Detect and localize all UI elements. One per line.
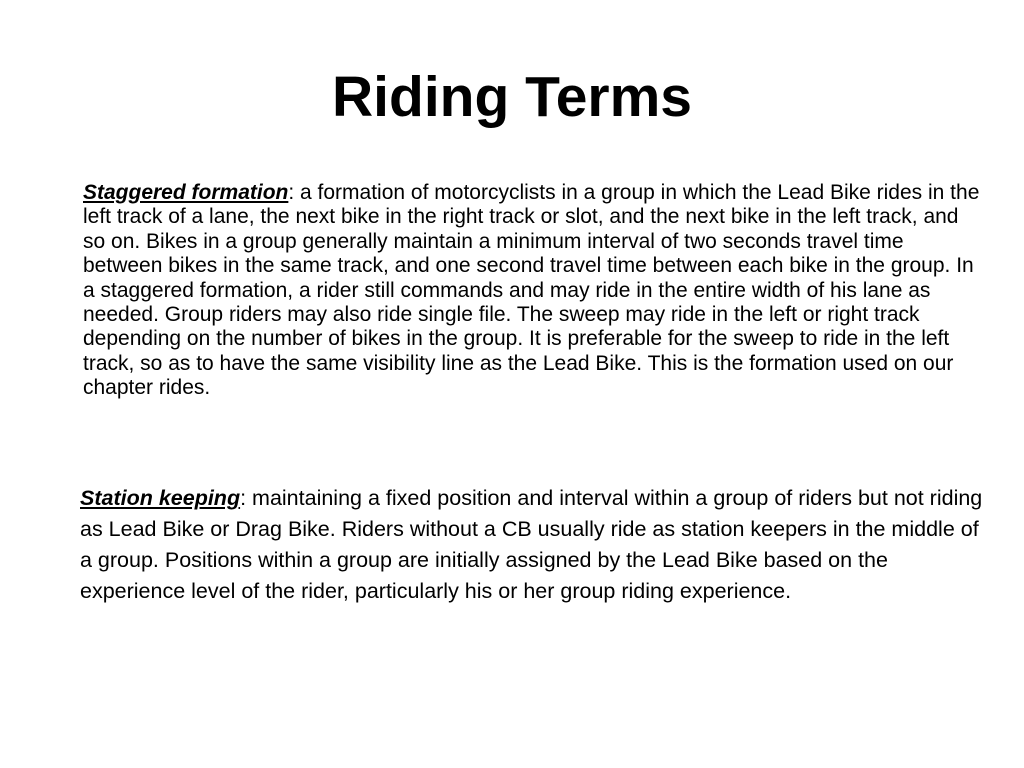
term-staggered-formation — [83, 181, 983, 401]
term-separator: : — [288, 181, 301, 204]
term-separator: : — [240, 486, 253, 510]
term-definition: maintaining a fixed position and interval within a group of riders but not riding as Lead Bike or Drag Bike. Riders without a CB usually ride as station keepers in the middle of a group. Positions within a group are initially assigned by the Lead Bike based on the experience level of the rider, particularly his or her group riding experience. — [80, 486, 983, 603]
term-station-keeping — [80, 483, 990, 607]
slide-title: Riding Terms — [332, 65, 692, 129]
term-name: Staggered formation — [83, 181, 289, 204]
term-name: Station keeping — [80, 486, 241, 510]
term-definition: a formation of motorcyclists in a group in which the Lead Bike rides in the left track of a lane, the next bike in the right track or slot, and the next bike in the left track, and so on. Bikes in a group generally maintain a minimum interval of two seconds travel time between bikes in the same track, and one second travel time between each bike in the group. In a staggered formation, a rider still commands and may ride in the entire width of his lane as needed. Group riders may also ride single file. The sweep may ride in the left or right track depending on the number of bikes in the group. It is preferable for the sweep to ride in the left track, so as to have the same visibility line as the Lead Bike. This is the formation used on our chapter rides. — [83, 181, 980, 400]
